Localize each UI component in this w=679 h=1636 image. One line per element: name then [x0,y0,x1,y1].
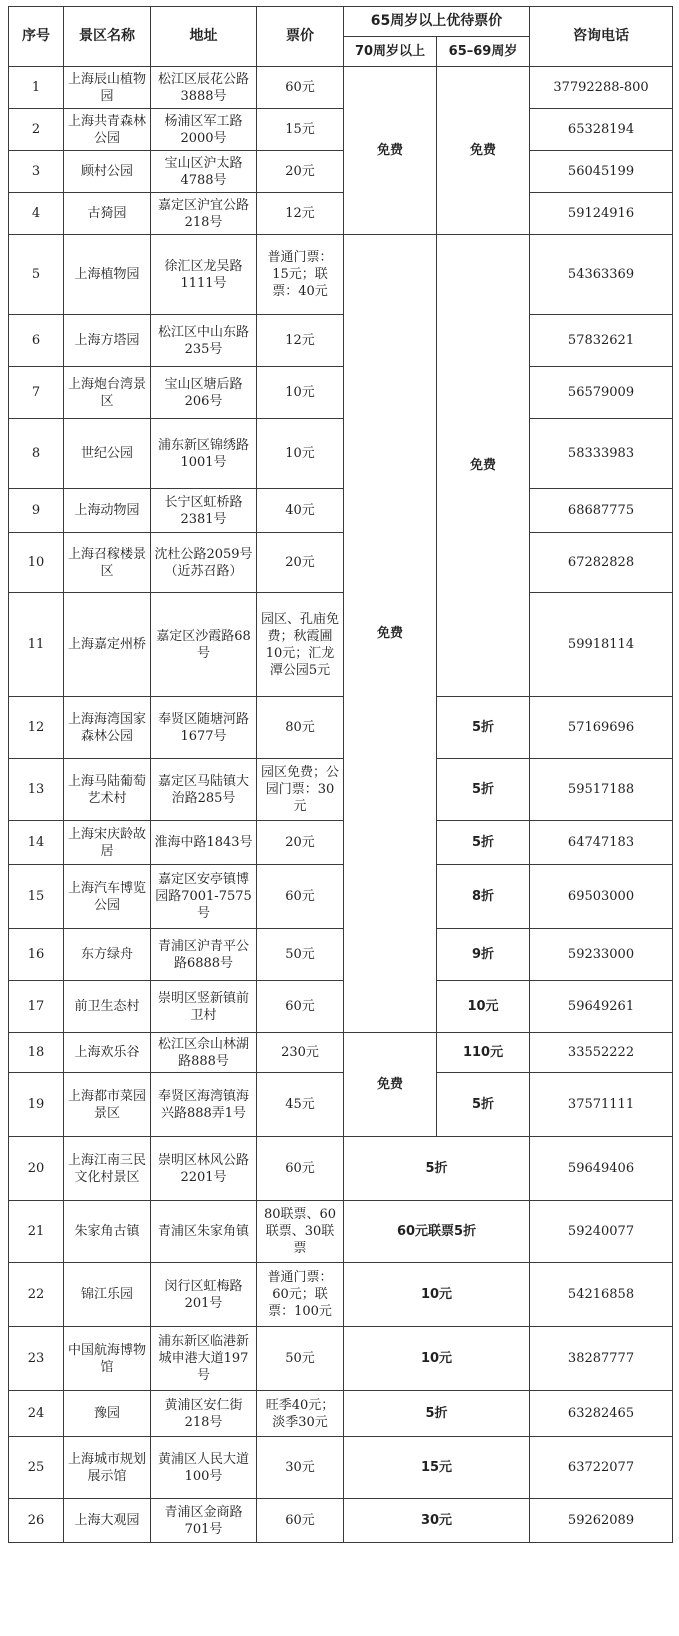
table-row [9,419,673,489]
row-phone: 37571111 [530,1073,673,1137]
discount-65: 5折 [437,821,530,865]
row-name: 世纪公园 [64,419,151,489]
row-name: 前卫生态村 [64,981,151,1033]
row-no: 19 [9,1073,64,1137]
row-no: 22 [9,1263,64,1327]
table-row [9,759,673,821]
row-no: 20 [9,1137,64,1201]
table-row [9,1327,673,1391]
table-row [9,593,673,697]
row-address: 宝山区沪太路4788号 [151,151,257,193]
row-address: 青浦区朱家角镇 [151,1201,257,1263]
attractions-table [8,6,673,1543]
row-price: 20元 [257,533,344,593]
header-discount-group: 65周岁以上优待票价 [344,7,530,37]
row-address: 青浦区沪青平公路6888号 [151,929,257,981]
row-price: 普通门票：60元；联票：100元 [257,1263,344,1327]
row-name: 上海城市规划展示馆 [64,1437,151,1499]
header-name: 景区名称 [64,7,151,67]
table-row [9,929,673,981]
row-address: 崇明区竖新镇前卫村 [151,981,257,1033]
row-no: 14 [9,821,64,865]
row-phone: 59517188 [530,759,673,821]
discount-all: 5折 [344,1391,530,1437]
row-address: 奉贤区随塘河路1677号 [151,697,257,759]
row-address: 嘉定区沪宜公路218号 [151,193,257,235]
row-price: 50元 [257,1327,344,1391]
row-no: 16 [9,929,64,981]
row-address: 松江区辰花公路3888号 [151,67,257,109]
row-price: 10元 [257,419,344,489]
row-phone: 67282828 [530,533,673,593]
row-price: 普通门票：15元；联票：40元 [257,235,344,315]
row-name: 上海嘉定州桥 [64,593,151,697]
row-phone: 58333983 [530,419,673,489]
header-price: 票价 [257,7,344,67]
row-phone: 68687775 [530,489,673,533]
table-row [9,67,673,109]
table-row [9,193,673,235]
row-price: 园区、孔庙免费；秋霞圃10元；汇龙潭公园5元 [257,593,344,697]
row-no: 2 [9,109,64,151]
row-price: 20元 [257,151,344,193]
row-no: 24 [9,1391,64,1437]
table-row [9,981,673,1033]
row-no: 17 [9,981,64,1033]
row-no: 3 [9,151,64,193]
table-row [9,533,673,593]
row-name: 豫园 [64,1391,151,1437]
row-address: 宝山区塘后路206号 [151,367,257,419]
row-name: 上海都市菜园景区 [64,1073,151,1137]
row-address: 浦东新区临港新城申港大道197号 [151,1327,257,1391]
row-no: 15 [9,865,64,929]
row-phone: 59233000 [530,929,673,981]
table-row [9,1201,673,1263]
discount-all: 5折 [344,1137,530,1201]
row-price: 80联票、60联票、30联票 [257,1201,344,1263]
row-no: 25 [9,1437,64,1499]
row-address: 长宁区虹桥路2381号 [151,489,257,533]
row-phone: 57832621 [530,315,673,367]
header-address: 地址 [151,7,257,67]
row-phone: 33552222 [530,1033,673,1073]
row-price: 30元 [257,1437,344,1499]
table-row [9,1137,673,1201]
row-name: 上海大观园 [64,1499,151,1543]
row-name: 中国航海博物馆 [64,1327,151,1391]
row-phone: 59124916 [530,193,673,235]
row-no: 12 [9,697,64,759]
row-no: 26 [9,1499,64,1543]
row-price: 园区免费；公园门票：30元 [257,759,344,821]
header-age70: 70周岁以上 [344,37,437,67]
row-address: 杨浦区军工路2000号 [151,109,257,151]
row-address: 松江区中山东路235号 [151,315,257,367]
table-row [9,1391,673,1437]
row-name: 上海江南三民文化村景区 [64,1137,151,1201]
row-address: 淮海中路1843号 [151,821,257,865]
row-name: 上海欢乐谷 [64,1033,151,1073]
row-address: 黄浦区人民大道100号 [151,1437,257,1499]
discount-70-free: 免费 [344,67,437,235]
row-address: 沈杜公路2059号（近苏召路） [151,533,257,593]
row-no: 11 [9,593,64,697]
row-no: 23 [9,1327,64,1391]
row-name: 上海炮台湾景区 [64,367,151,419]
row-name: 东方绿舟 [64,929,151,981]
header-age65: 65–69周岁 [437,37,530,67]
table-row [9,489,673,533]
row-name: 上海马陆葡萄艺术村 [64,759,151,821]
row-no: 7 [9,367,64,419]
row-price: 10元 [257,367,344,419]
row-address: 崇明区林风公路2201号 [151,1137,257,1201]
row-address: 徐汇区龙吴路1111号 [151,235,257,315]
row-name: 上海海湾国家森林公园 [64,697,151,759]
table-row [9,1263,673,1327]
row-name: 顾村公园 [64,151,151,193]
row-name: 上海方塔园 [64,315,151,367]
row-no: 5 [9,235,64,315]
row-no: 18 [9,1033,64,1073]
discount-65: 5折 [437,759,530,821]
row-price: 60元 [257,865,344,929]
row-phone: 56045199 [530,151,673,193]
discount-65: 5折 [437,1073,530,1137]
row-address: 奉贤区海湾镇海兴路888弄1号 [151,1073,257,1137]
discount-all: 30元 [344,1499,530,1543]
row-address: 松江区佘山林湖路888号 [151,1033,257,1073]
discount-65: 110元 [437,1033,530,1073]
row-phone: 54363369 [530,235,673,315]
row-no: 21 [9,1201,64,1263]
row-price: 12元 [257,315,344,367]
discount-65-free: 免费 [437,235,530,697]
row-phone: 59918114 [530,593,673,697]
row-no: 4 [9,193,64,235]
table-row [9,1499,673,1543]
row-price: 12元 [257,193,344,235]
row-name: 上海共青森林公园 [64,109,151,151]
row-price: 20元 [257,821,344,865]
discount-all: 10元 [344,1263,530,1327]
header-no: 序号 [9,7,64,67]
row-phone: 56579009 [530,367,673,419]
row-no: 13 [9,759,64,821]
table-row [9,1033,673,1073]
table-row [9,865,673,929]
row-phone: 59649406 [530,1137,673,1201]
table-row [9,697,673,759]
table-row [9,1437,673,1499]
row-address: 黄浦区安仁街218号 [151,1391,257,1437]
row-phone: 64747183 [530,821,673,865]
table-row [9,109,673,151]
row-price: 40元 [257,489,344,533]
row-name: 上海汽车博览公园 [64,865,151,929]
row-no: 10 [9,533,64,593]
row-price: 60元 [257,1137,344,1201]
row-price: 50元 [257,929,344,981]
row-phone: 59649261 [530,981,673,1033]
row-phone: 54216858 [530,1263,673,1327]
row-name: 上海辰山植物园 [64,67,151,109]
row-name: 上海动物园 [64,489,151,533]
row-no: 8 [9,419,64,489]
row-phone: 38287777 [530,1327,673,1391]
row-name: 锦江乐园 [64,1263,151,1327]
table-row [9,235,673,315]
row-name: 上海召稼楼景区 [64,533,151,593]
row-phone: 69503000 [530,865,673,929]
table-row [9,1073,673,1137]
discount-all: 15元 [344,1437,530,1499]
row-address: 嘉定区安亭镇博园路7001-7575号 [151,865,257,929]
discount-65: 9折 [437,929,530,981]
table-row [9,821,673,865]
row-phone: 59262089 [530,1499,673,1543]
row-address: 嘉定区沙霞路68号 [151,593,257,697]
row-price: 45元 [257,1073,344,1137]
row-no: 6 [9,315,64,367]
row-phone: 57169696 [530,697,673,759]
discount-65: 10元 [437,981,530,1033]
table-row [9,315,673,367]
row-phone: 63282465 [530,1391,673,1437]
row-phone: 59240077 [530,1201,673,1263]
discount-70-free: 免费 [344,235,437,1033]
discount-all: 10元 [344,1327,530,1391]
row-phone: 37792288-800 [530,67,673,109]
table-row [9,367,673,419]
row-price: 旺季40元；淡季30元 [257,1391,344,1437]
row-name: 朱家角古镇 [64,1201,151,1263]
row-address: 浦东新区锦绣路1001号 [151,419,257,489]
discount-65-free: 免费 [437,67,530,235]
row-phone: 63722077 [530,1437,673,1499]
row-name: 古猗园 [64,193,151,235]
row-address: 青浦区金商路701号 [151,1499,257,1543]
row-price: 60元 [257,1499,344,1543]
table-row [9,151,673,193]
row-phone: 65328194 [530,109,673,151]
row-name: 上海植物园 [64,235,151,315]
row-price: 15元 [257,109,344,151]
row-no: 1 [9,67,64,109]
discount-all: 60元联票5折 [344,1201,530,1263]
row-price: 60元 [257,67,344,109]
header-phone: 咨询电话 [530,7,673,67]
row-address: 闵行区虹梅路201号 [151,1263,257,1327]
discount-65: 5折 [437,697,530,759]
row-price: 230元 [257,1033,344,1073]
discount-65: 8折 [437,865,530,929]
discount-70-free: 免费 [344,1033,437,1137]
row-no: 9 [9,489,64,533]
row-name: 上海宋庆龄故居 [64,821,151,865]
row-price: 60元 [257,981,344,1033]
row-price: 80元 [257,697,344,759]
row-address: 嘉定区马陆镇大治路285号 [151,759,257,821]
